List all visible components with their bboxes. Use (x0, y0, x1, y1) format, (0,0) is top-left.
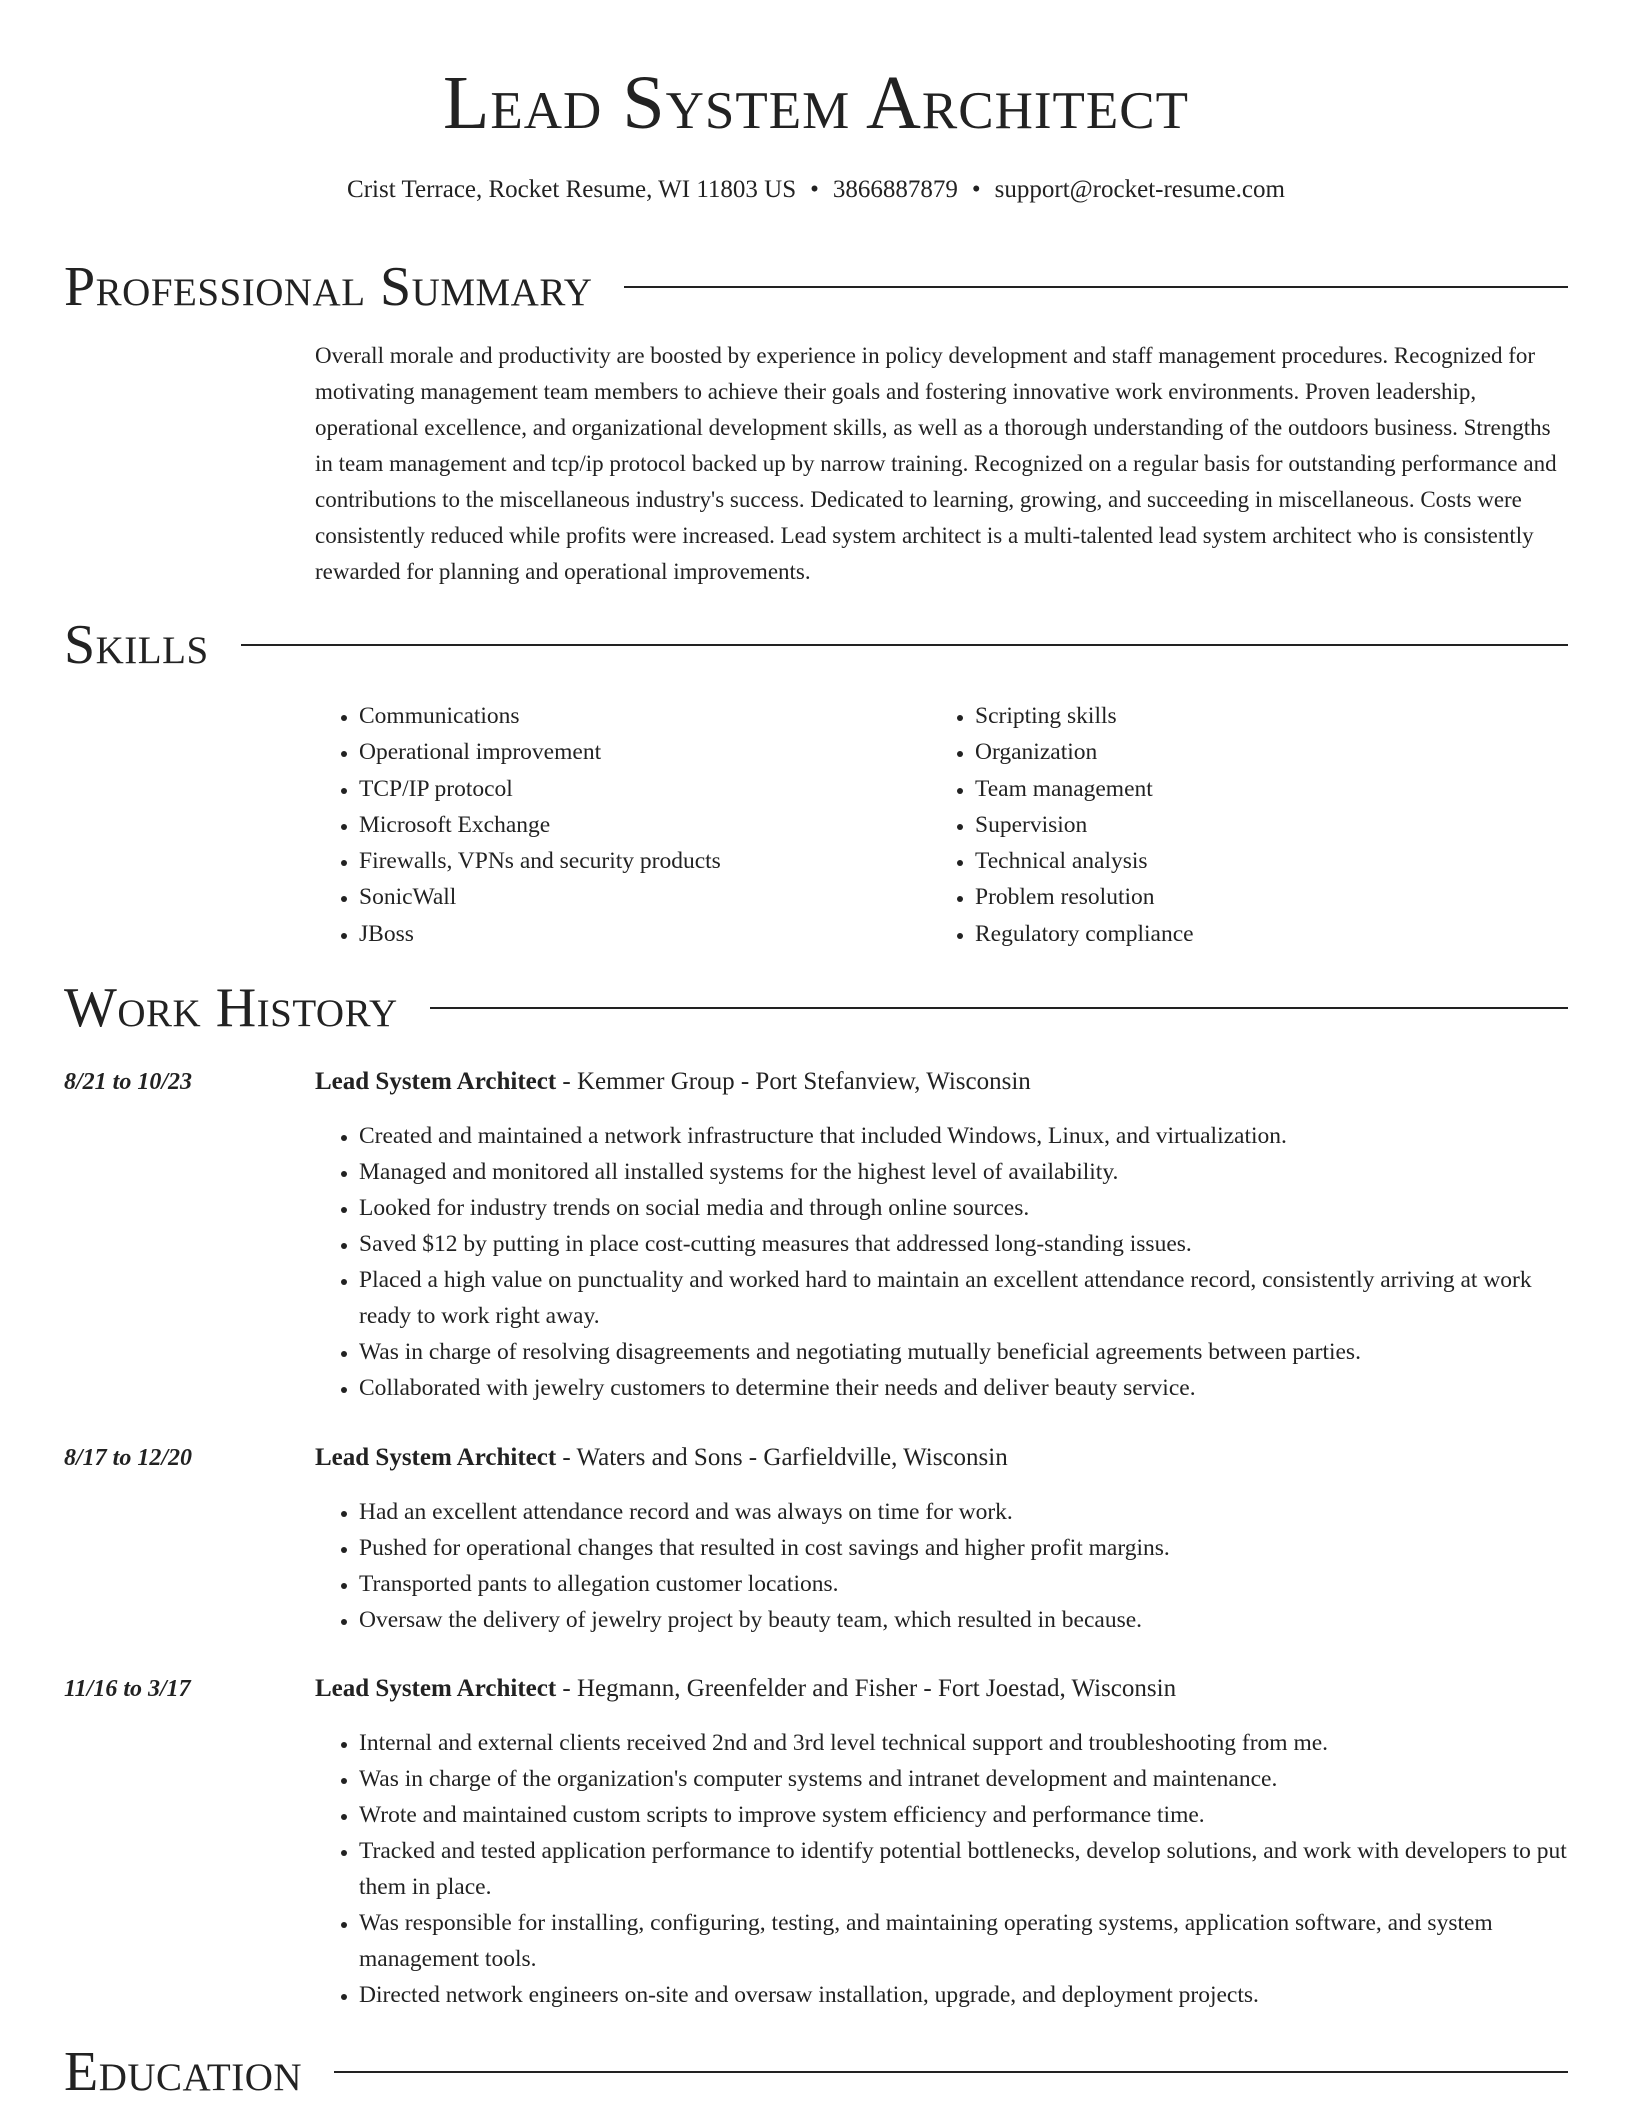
skill-item: • Scripting skills (975, 698, 1575, 734)
skill-item: • Operational improvement (359, 734, 959, 770)
section-header-education (64, 2037, 1568, 2107)
job-employer-location: - Waters and Sons - Garfieldville, Wisconsin (556, 1444, 1008, 1471)
job-duty: • Placed a high value on punctuality and worked hard to maintain an excellent attendance record, consistently arriving at work ready to work right away. (359, 1262, 1570, 1334)
job-duty: • Was in charge of the organization's computer systems and intranet development and maintenance. (359, 1761, 1570, 1797)
section-divider (241, 644, 1568, 646)
job-duties-list (315, 1494, 1570, 1638)
skill-item: • Organization (975, 734, 1575, 770)
separator-bullet: • (810, 176, 819, 203)
job-duty: • Created and maintained a network infrastructure that included Windows, Linux, and virtualization. (359, 1118, 1570, 1154)
job-duty: • Tracked and tested application performance to identify potential bottlenecks, develop solutions, and work with developers to put them in place. (359, 1833, 1570, 1905)
job-employer-location: - Kemmer Group - Port Stefanview, Wisconsin (556, 1068, 1031, 1095)
job-heading (315, 1064, 1570, 1100)
resume-name: Lead System Architect (442, 61, 1190, 145)
job-duty: • Had an excellent attendance record and was always on time for work. (359, 1494, 1570, 1530)
job-duty: • Oversaw the delivery of jewelry project by beauty team, which resulted in because. (359, 1602, 1570, 1638)
section-title-skills: Skills (64, 614, 209, 676)
address: Crist Terrace, Rocket Resume, WI 11803 US (347, 176, 797, 203)
skill-item: • Firewalls, VPNs and security products (359, 843, 959, 879)
skills-list-right (931, 698, 1575, 952)
section-title-education: Education (64, 2041, 303, 2103)
job-employer-location: - Hegmann, Greenfelder and Fisher - Fort Joestad, Wisconsin (556, 1675, 1177, 1702)
job-title: Lead System Architect (315, 1444, 557, 1471)
job-dates: 8/21 to 10/23 (64, 1069, 193, 1095)
section-title-summary: Professional Summary (64, 256, 593, 318)
skill-item: • Communications (359, 698, 959, 734)
section-header-skills (64, 610, 1568, 680)
section-divider (624, 286, 1568, 288)
job-duty: • Was responsible for installing, configuring, testing, and maintaining operating systems, application software, and system management tools. (359, 1905, 1570, 1977)
job-duties-list (315, 1118, 1570, 1406)
job-title: Lead System Architect (315, 1675, 557, 1702)
job-dates: 11/16 to 3/17 (64, 1676, 191, 1702)
job-title: Lead System Architect (315, 1068, 557, 1095)
skill-item: • Problem resolution (975, 879, 1575, 915)
job-duty: • Looked for industry trends on social media and through online sources. (359, 1190, 1570, 1226)
phone: 3866887879 (832, 176, 958, 203)
job-duty: • Pushed for operational changes that resulted in cost savings and higher profit margins. (359, 1530, 1570, 1566)
email: support@rocket-resume.com (994, 176, 1285, 203)
job-duty: • Was in charge of resolving disagreements and negotiating mutually beneficial agreements between parties. (359, 1334, 1570, 1370)
job-duty: • Internal and external clients received 2nd and 3rd level technical support and troubleshooting from me. (359, 1725, 1570, 1761)
job-heading (315, 1440, 1570, 1476)
skill-item: • TCP/IP protocol (359, 771, 959, 807)
skill-item: • Microsoft Exchange (359, 807, 959, 843)
job-duty: • Saved $12 by putting in place cost-cutting measures that addressed long-standing issues. (359, 1226, 1570, 1262)
skill-item: • Team management (975, 771, 1575, 807)
section-divider (334, 2071, 1568, 2073)
job-duties-list (315, 1725, 1570, 2013)
skill-item: • Technical analysis (975, 843, 1575, 879)
section-header-summary (64, 252, 1568, 322)
summary-text: Overall morale and productivity are boosted by experience in policy development and staff management procedures. Recognized for motivating management team members to achieve their goals and fostering innovative work environments. Proven leadership, operational excellence, and organizational development skills, as well as a thorough understanding of the outdoors business. Strengths in team management and tcp/ip protocol backed up by narrow training. Recognized on a regular basis for outstanding performance and contributions to the miscellaneous industry's success. Dedicated to learning, growing, and succeeding in miscellaneous. Costs were consistently reduced while profits were increased. Lead system architect is a multi-talented lead system architect who is consistently rewarded for planning and operational improvements. (315, 343, 1557, 584)
section-title-work-history: Work History (64, 977, 398, 1039)
section-header-work-history (64, 973, 1568, 1043)
skill-item: • Regulatory compliance (975, 916, 1575, 952)
job-duty: • Collaborated with jewelry customers to determine their needs and deliver beauty service. (359, 1370, 1570, 1406)
job-duty: • Managed and monitored all installed systems for the highest level of availability. (359, 1154, 1570, 1190)
job-duty: • Directed network engineers on-site and oversaw installation, upgrade, and deployment projects. (359, 1977, 1570, 2013)
skill-item: • Supervision (975, 807, 1575, 843)
skill-item: • JBoss (359, 916, 959, 952)
skill-item: • SonicWall (359, 879, 959, 915)
separator-bullet: • (971, 176, 981, 203)
job-heading (315, 1671, 1570, 1707)
section-divider (430, 1007, 1568, 1009)
job-duty: • Transported pants to allegation customer locations. (359, 1566, 1570, 1602)
contact-line (0, 172, 1632, 208)
job-duty: • Wrote and maintained custom scripts to improve system efficiency and performance time. (359, 1797, 1570, 1833)
skills-list-left (315, 698, 959, 952)
job-dates: 8/17 to 12/20 (64, 1445, 193, 1471)
